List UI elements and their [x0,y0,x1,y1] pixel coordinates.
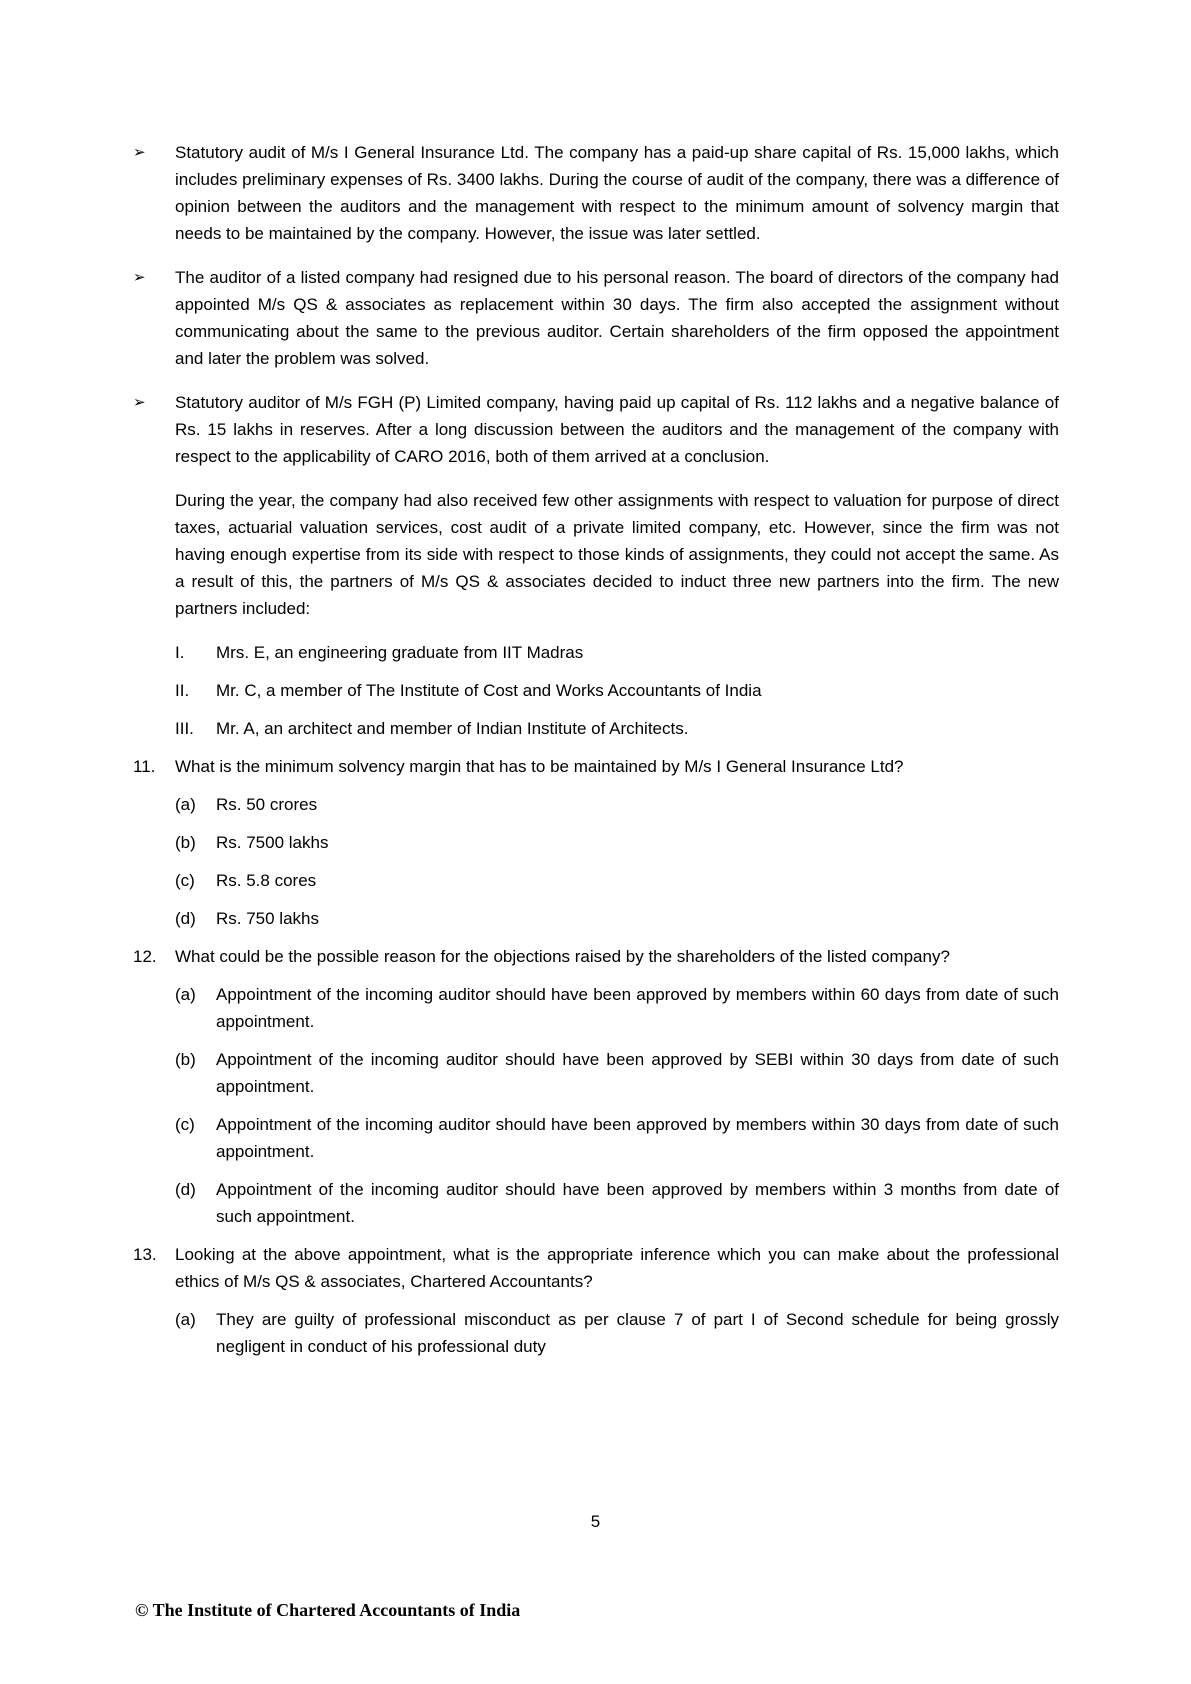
paragraph-text: During the year, the company had also received few other assignments with respect to valuation for purpose of direct taxes, actuarial valuation services, cost audit of a private limited company, etc. However, since the firm was not having enough expertise from its side with respect to those kinds of assignments, they could not accept the same. As a result of this, the partners of M/s QS & associates decided to induct three new partners into the firm. The new partners included: [175,491,1059,618]
roman-item-text: Mrs. E, an engineering graduate from IIT Madras [216,643,584,662]
roman-list-item [133,715,1059,742]
question-12-option-a [133,981,1059,1035]
roman-list-item [133,639,1059,666]
option-label: (b) [175,1050,196,1069]
roman-item-text: Mr. C, a member of The Institute of Cost and Works Accountants of India [216,681,762,700]
option-label: (d) [175,1180,196,1199]
question-12-option-c [133,1111,1059,1165]
roman-list-item [133,677,1059,704]
option-text: Rs. 7500 lakhs [216,833,329,852]
roman-numeral-label: III. [175,719,194,738]
bullet-text: The auditor of a listed company had resigned due to his personal reason. The board of directors of the company had appointed M/s QS & associates as replacement within 30 days. The firm also accepted the assignment without communicating about the same to the previous auditor. Certain shareholders of the firm opposed the appointment and later the problem was solved. [175,268,1059,368]
page-number: 5 [590,1512,601,1531]
option-text: Appointment of the incoming auditor should have been approved by SEBI within 30 days from date of such appointment. [216,1050,1059,1096]
option-text: They are guilty of professional misconduct as per clause 7 of part I of Second schedule for being grossly negligent in conduct of his professional duty [216,1310,1059,1356]
question-12-option-b [133,1046,1059,1100]
question-11-option-b [133,829,1059,856]
question-13-option-a [133,1306,1059,1360]
question-11-option-c [133,867,1059,894]
roman-numeral-label: II. [175,681,190,700]
option-label: (c) [175,871,195,890]
option-text: Appointment of the incoming auditor should have been approved by members within 30 days from date of such appointment. [216,1115,1059,1161]
option-label: (a) [175,1310,196,1329]
option-label: (b) [175,833,196,852]
option-text: Rs. 5.8 cores [216,871,317,890]
bullet-text: Statutory audit of M/s I General Insurance Ltd. The company has a paid-up share capital of Rs. 15,000 lakhs, which includes preliminary expenses of Rs. 3400 lakhs. During the course of audit of the company, there was a difference of opinion between the auditors and the management with respect to the minimum amount of solvency margin that needs to be maintained by the company. However, the issue was later settled. [175,143,1059,243]
option-text: Appointment of the incoming auditor should have been approved by members within 60 days from date of such appointment. [216,985,1059,1031]
question-11-option-d [133,905,1059,932]
bullet-item [133,139,1059,247]
option-text: Rs. 750 lakhs [216,909,319,928]
arrowhead-bullet-icon: ➢ [133,394,146,411]
arrowhead-bullet-icon: ➢ [133,144,146,161]
question-text: What is the minimum solvency margin that has to be maintained by M/s I General Insurance Ltd? [175,757,904,776]
roman-numeral-label: I. [175,643,185,662]
bullet-item [133,264,1059,372]
bullet-item [133,389,1059,470]
option-label: (d) [175,909,196,928]
option-label: (a) [175,985,196,1004]
continuation-paragraph [133,487,1059,622]
question-number: 12. [133,947,157,966]
question-text: What could be the possible reason for the objections raised by the shareholders of the listed company? [175,947,950,966]
question-13 [133,1241,1059,1295]
option-text: Appointment of the incoming auditor should have been approved by members within 3 months from date of such appointment. [216,1180,1059,1226]
page-content [133,139,1059,1371]
option-label: (c) [175,1115,195,1134]
question-11 [133,753,1059,780]
footer-copyright: © The Institute of Chartered Accountants of India [135,1600,521,1620]
roman-item-text: Mr. A, an architect and member of Indian Institute of Architects. [216,719,689,738]
question-text: Looking at the above appointment, what is the appropriate inference which you can make about the professional ethics of M/s QS & associates, Chartered Accountants? [175,1245,1059,1291]
question-12-option-d [133,1176,1059,1230]
question-11-option-a [133,791,1059,818]
bullet-text: Statutory auditor of M/s FGH (P) Limited company, having paid up capital of Rs. 112 lakhs and a negative balance of Rs. 15 lakhs in reserves. After a long discussion between the auditors and the management of the company with respect to the applicability of CARO 2016, both of them arrived at a conclusion. [175,393,1059,466]
question-number: 11. [133,757,156,776]
question-12 [133,943,1059,970]
option-text: Rs. 50 crores [216,795,318,814]
question-number: 13. [133,1245,157,1264]
option-label: (a) [175,795,196,814]
arrowhead-bullet-icon: ➢ [133,269,146,286]
